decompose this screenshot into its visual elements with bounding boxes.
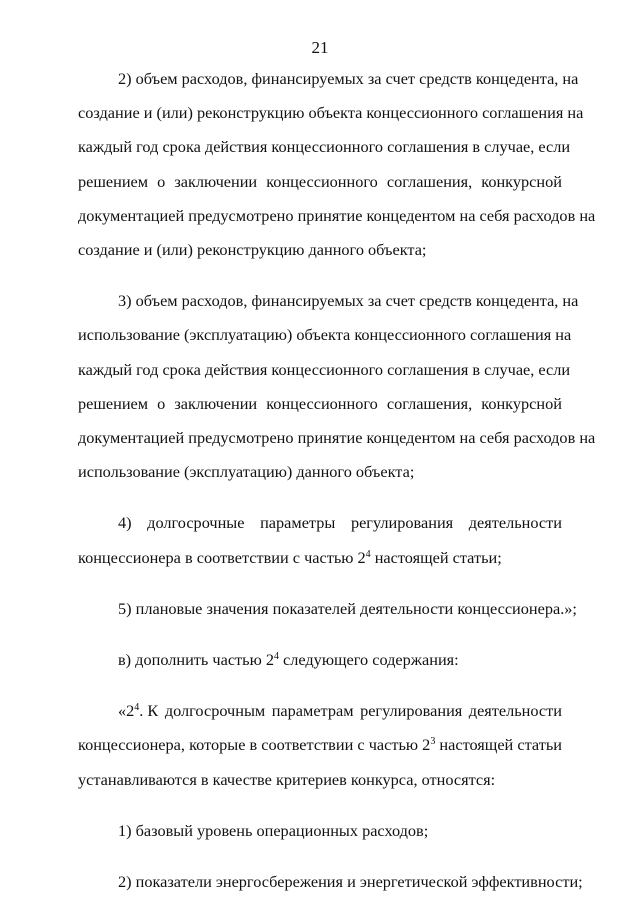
word: в <box>249 735 258 755</box>
word: параметры <box>260 513 336 533</box>
text-line: 2) объем расходов, финансируемых за счет средств концедента, на <box>118 69 579 88</box>
word: деятельности <box>468 701 562 721</box>
word: статьи <box>517 735 562 755</box>
text-segment: в) дополнить частью 2 <box>118 650 274 670</box>
word: решением <box>78 393 149 413</box>
word: о <box>157 171 166 191</box>
text-line: создание и (или) реконструкцию объекта концессионного соглашения на <box>78 103 584 123</box>
paragraph-item-v <box>78 643 562 677</box>
paragraph-item-4 <box>78 506 562 574</box>
document-body <box>78 62 596 899</box>
word: конкурсной <box>481 393 562 413</box>
text-line: документацией предусмотрено принятие концедентом на себя расходов на <box>78 205 596 225</box>
superscript: 4 <box>273 651 279 663</box>
word: долгосрочным <box>164 701 266 721</box>
text-line <box>78 728 562 762</box>
text-segment: следующего содержания: <box>278 650 459 670</box>
text-segment: настоящей статьи; <box>370 547 502 567</box>
word: деятельности <box>468 513 562 533</box>
text-line <box>78 165 562 199</box>
word: долгосрочные <box>147 513 245 533</box>
word: концессионера, <box>78 735 185 755</box>
text-segment: «2 <box>118 701 135 721</box>
word: решением <box>78 171 149 191</box>
paragraph-item-3 <box>78 284 596 489</box>
word: заключении <box>174 393 258 413</box>
superscript: 3 <box>430 736 436 748</box>
word: соответствии <box>261 735 354 755</box>
superscript: 4 <box>134 702 140 714</box>
word: параметрам <box>271 701 354 721</box>
text-line: использование (эксплуатацию) данного объекта; <box>78 462 415 482</box>
word: 4) <box>118 513 132 533</box>
word: соглашения, <box>386 393 473 413</box>
paragraph-item-5: 5) плановые значения показателей деятельности концессионера.»; <box>118 598 577 618</box>
text-line: устанавливаются в качестве критериев конкурса, относятся: <box>78 769 496 789</box>
paragraph-item-2b: 2) показатели энергосбережения и энергетической эффективности; <box>118 872 583 892</box>
paragraph-item-2 <box>78 62 596 267</box>
word: частью <box>368 735 419 755</box>
text-segment <box>118 694 158 728</box>
word: конкурсной <box>481 171 562 191</box>
word: концессионного <box>266 393 378 413</box>
superscript: 4 <box>365 548 371 560</box>
text-line <box>78 694 562 728</box>
word: . К <box>139 701 159 721</box>
word: регулирования <box>350 513 454 533</box>
text-line <box>78 541 562 575</box>
text-line: 3) объем расходов, финансируемых за счет средств концедента, на <box>118 291 579 311</box>
text-line: создание и (или) реконструкцию данного объекта; <box>78 240 427 260</box>
text-line: каждый год срока действия концессионного соглашения в случае, если <box>78 359 571 379</box>
paragraph-item-1: 1) базовый уровень операционных расходов; <box>118 820 429 840</box>
text-segment <box>422 728 435 762</box>
text-line <box>78 506 562 540</box>
word: соглашения, <box>386 171 473 191</box>
word: концессионного <box>266 171 378 191</box>
page-number: 21 <box>311 38 329 57</box>
word: 2 <box>422 735 431 755</box>
word: которые <box>189 735 246 755</box>
paragraph-part-2-4 <box>78 694 562 797</box>
text-line: документацией предусмотрено принятие концедентом на себя расходов на <box>78 428 596 448</box>
text-line: использование (эксплуатацию) объекта концессионного соглашения на <box>78 325 572 345</box>
word: с <box>357 735 365 755</box>
text-segment: концессионера в соответствии с частью 2 <box>78 547 366 567</box>
word: настоящей <box>439 735 514 755</box>
text-line <box>78 387 562 421</box>
word: заключении <box>174 171 258 191</box>
word: о <box>157 393 166 413</box>
text-line: каждый год срока действия концессионного соглашения в случае, если <box>78 137 571 157</box>
word: регулирования <box>360 701 463 721</box>
